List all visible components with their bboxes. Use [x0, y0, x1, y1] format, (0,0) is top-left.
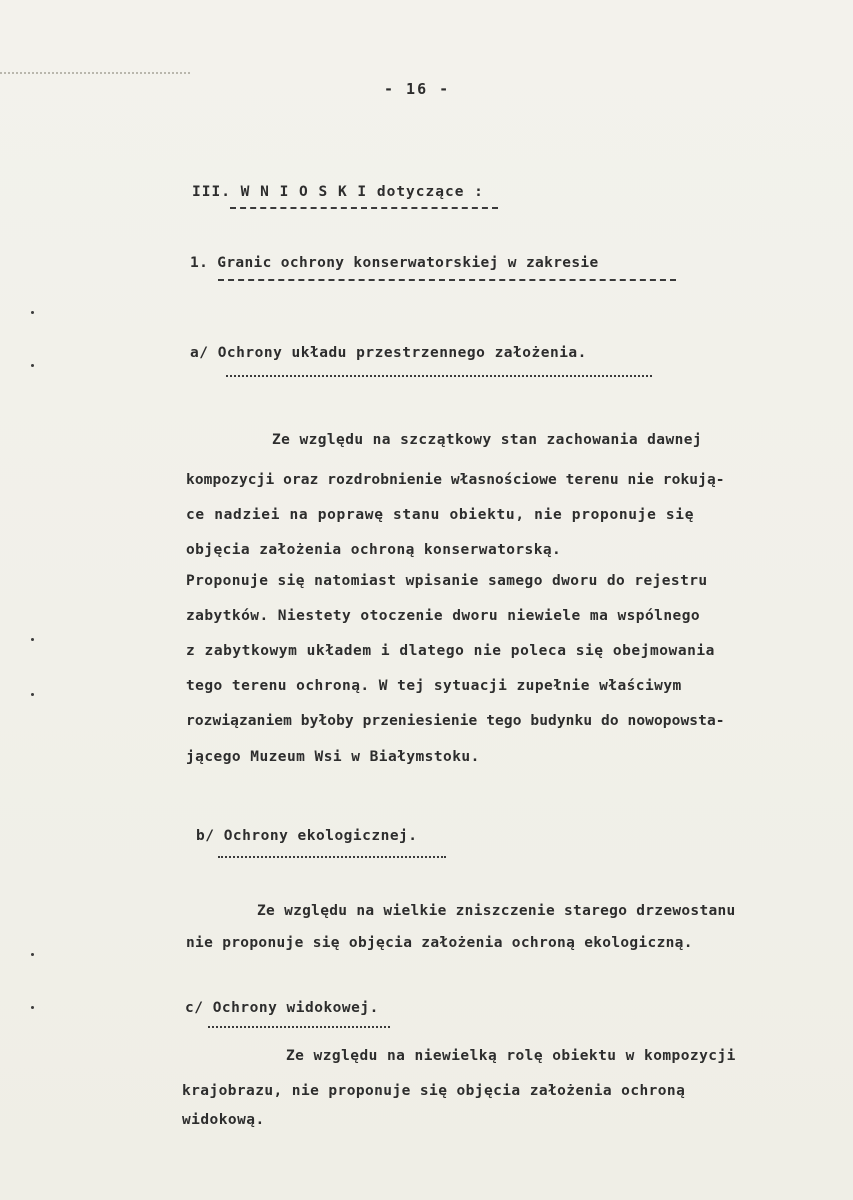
paragraph-a-line: tego terenu ochroną. W tej sytuacji zupełnie właściwym: [186, 678, 682, 694]
margin-mark: [31, 693, 34, 696]
margin-mark: [31, 364, 34, 367]
section-heading: III. W N I O S K I dotyczące :: [192, 184, 484, 200]
margin-mark: [31, 1006, 34, 1009]
subsection-b-heading-underline: [218, 856, 446, 858]
paragraph-a-line: z zabytkowym układem i dlatego nie poleca się obejmowania: [186, 643, 715, 659]
paragraph-a-line: rozwiązaniem byłoby przeniesienie tego budynku do nowopowsta-: [186, 713, 725, 729]
paragraph-a-line: ce nadziei na poprawę stanu obiektu, nie proponuje się: [186, 507, 695, 523]
section-heading-underline: [230, 207, 498, 209]
paragraph-a-line: Proponuje się natomiast wpisanie samego dworu do rejestru: [186, 573, 708, 589]
item-1-heading-underline: [218, 279, 676, 281]
subsection-a-heading: a/ Ochrony układu przestrzennego założenia.: [190, 345, 587, 361]
margin-mark: [31, 953, 34, 956]
subsection-a-heading-underline: [226, 375, 652, 377]
item-1-heading: 1. Granic ochrony konserwatorskiej w zakresie: [190, 255, 599, 271]
paragraph-a-line: zabytków. Niestety otoczenie dworu niewiele ma wspólnego: [186, 608, 701, 624]
paragraph-b-line: nie proponuje się objęcia założenia ochroną ekologiczną.: [186, 935, 693, 951]
margin-mark: [31, 311, 34, 314]
paragraph-a-line: Ze względu na szczątkowy stan zachowania dawnej: [272, 432, 703, 448]
paragraph-c-line: Ze względu na niewielką rolę obiektu w kompozycji: [286, 1048, 736, 1064]
paragraph-c-line: widokową.: [182, 1112, 265, 1128]
paragraph-b-line: Ze względu na wielkie zniszczenie starego drzewostanu: [257, 903, 736, 919]
scan-edge-rule: [0, 72, 190, 74]
margin-mark: [31, 638, 34, 641]
paragraph-a-line: jącego Muzeum Wsi w Białymstoku.: [186, 749, 480, 765]
paragraph-a-line: kompozycji oraz rozdrobnienie własnościowe terenu nie rokują-: [186, 472, 725, 488]
subsection-c-heading-underline: [208, 1026, 390, 1028]
paragraph-a-line: objęcia założenia ochroną konserwatorską.: [186, 542, 562, 558]
subsection-c-heading: c/ Ochrony widokowej.: [185, 1000, 379, 1016]
page-number: - 16 -: [384, 80, 451, 98]
subsection-b-heading: b/ Ochrony ekologicznej.: [196, 828, 418, 844]
paragraph-c-line: krajobrazu, nie proponuje się objęcia założenia ochroną: [182, 1083, 686, 1099]
